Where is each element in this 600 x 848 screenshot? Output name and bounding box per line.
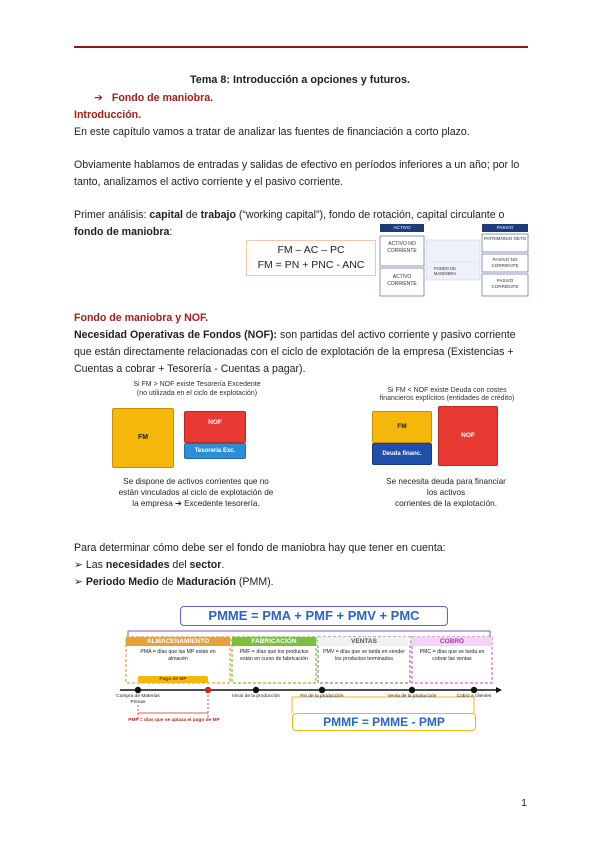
nof-figure-left xyxy=(112,380,282,516)
fm-box-left-label: FM xyxy=(137,434,149,441)
bullet-1-period: . xyxy=(221,559,225,571)
pc-label: PASIVO CORRIENTE xyxy=(491,278,519,289)
bullet-1-term-2: sector xyxy=(189,559,222,571)
bullet-arrow-icon: ➢ xyxy=(74,559,83,571)
phase-text-fabricacion: PMF = días que los productos están en curso de fabricación xyxy=(239,649,309,662)
pnc-label: PASIVO NO CORRIENTE xyxy=(491,257,519,268)
phase-text-cobro: PMC = días que se tarda en cobrar las ventas xyxy=(419,649,485,662)
timeline-point-pago xyxy=(205,687,211,693)
bullet-2-term: Periodo Medio xyxy=(85,576,159,588)
pmm-formula-bottom: PMMF = PMME - PMP xyxy=(292,713,476,731)
right-header-line-1: Si FM < NOF existe Deuda con costes xyxy=(387,387,507,394)
activo-header: ACTIVO xyxy=(393,225,411,230)
first-analysis-rest: (“working capital”), fondo de rotación, capital circulante o xyxy=(235,209,505,221)
fm-label: FONDO DE MANIOBRA xyxy=(433,266,457,276)
pmm-formula-top: PMME = PMA + PMF + PMV + PMC xyxy=(180,606,448,626)
timeline-point-compra xyxy=(135,687,141,693)
tesoreria-box-label: Tesorería Exc. xyxy=(194,448,236,454)
timeline-label-cobro: Cobro a clientes xyxy=(456,694,492,699)
left-header-line-2: (no utilizada en el ciclo de explotación) xyxy=(136,390,258,397)
fm-formula-box xyxy=(246,240,376,276)
timeline-label-compra: Compra de Materias Primas xyxy=(116,694,160,705)
intro-heading: Introducción. xyxy=(74,109,142,121)
doc-title: Tema 8: Introducción a opciones y futuros. xyxy=(190,74,410,86)
arrow-icon: ➔ xyxy=(94,92,103,104)
formula-1: FM – AC – PC xyxy=(277,244,345,256)
intro-paragraph-1: En este capítulo vamos a tratar de analizar las fuentes de financiación a corto plazo. xyxy=(74,126,470,138)
anc-label: ACTIVO NO CORRIENTE xyxy=(387,241,417,254)
first-analysis-line-2 xyxy=(74,224,172,241)
formula-2: FM = PN + PNC - ANC xyxy=(257,259,365,271)
right-caption-line-2: los activos xyxy=(426,488,466,497)
intro-paragraph-2-line-2: tanto, analizamos el activo corriente y el pasivo corriente. xyxy=(74,176,344,188)
pasivo-header: PASIVO xyxy=(496,225,514,230)
left-caption-line-2: están vinculados al ciclo de explotación de xyxy=(118,488,274,497)
timeline-point-inicio xyxy=(253,687,259,693)
phase-label-almacenamiento: ALMACENAMIENTO xyxy=(126,637,230,646)
timeline-point-fin xyxy=(319,687,325,693)
timeline-label-venta: Venta de la producción xyxy=(387,694,437,699)
deuda-box-label: Deuda financ. xyxy=(382,451,422,457)
nof-box-right xyxy=(438,406,498,466)
fm-box-right-label: FM xyxy=(397,423,407,430)
bullet-2-connector: de xyxy=(158,576,177,588)
capital-term: capital xyxy=(149,209,183,221)
nof-figure-right xyxy=(362,386,532,522)
fm-box-right xyxy=(372,411,432,443)
nof-line-1 xyxy=(74,327,544,344)
phase-text-almacenamiento: PMA = días que las MP están en almacén xyxy=(140,649,216,662)
nof-line-2: que están directamente relacionadas con el ciclo de explotación de la empresa (Existencias + xyxy=(74,346,514,358)
nof-heading: Fondo de maniobra y NOF. xyxy=(74,312,209,324)
phase-label-ventas: VENTAS xyxy=(318,637,410,646)
first-analysis-colon: : xyxy=(169,226,173,238)
first-analysis-prefix: Primer análisis: xyxy=(74,209,150,221)
timeline-label-inicio: Inicio de la producción xyxy=(232,694,280,699)
nof-box-right-label: NOF xyxy=(461,432,475,439)
pago-mp-label: Pago de MP xyxy=(159,677,187,682)
timeline-label-fin: Fin de la producción xyxy=(300,694,344,699)
bullet-1 xyxy=(74,557,224,574)
fm-box-left xyxy=(112,408,174,468)
bullet-2 xyxy=(74,574,274,591)
pmp-note: PMP = días que se aplaza el pago de MP xyxy=(128,718,220,723)
nof-line-3: Cuentas a cobrar + Tesorería - Cuentas a pagar). xyxy=(74,363,306,375)
timeline-point-cobro xyxy=(471,687,477,693)
phase-label-fabricacion: FABRICACIÓN xyxy=(232,637,316,646)
nof-box-left xyxy=(184,411,246,443)
bullet-1-prefix: Las xyxy=(85,559,106,571)
timeline-arrow-icon xyxy=(496,687,502,693)
bullet-2-rest: (PMM). xyxy=(235,576,274,588)
intro-paragraph-2-line-1: Obviamente hablamos de entradas y salidas de efectivo en períodos inferiores a un año; por lo xyxy=(74,159,520,171)
left-header-line-1: Si FM > NOF existe Tesorería Excedente xyxy=(133,381,261,388)
left-caption-line-1: Se dispone de activos corrientes que no xyxy=(123,477,269,486)
pn-label: PATRIMONIO NETO xyxy=(483,236,527,241)
nof-box-left-label: NOF xyxy=(208,419,222,426)
determine-line: Para determinar cómo debe ser el fondo de maniobra hay que tener en cuenta: xyxy=(74,542,446,554)
trabajo-term: trabajo xyxy=(200,209,236,221)
header-rule xyxy=(74,46,528,48)
bullet-2-term-2: Maduración xyxy=(176,576,236,588)
bullet-arrow-icon: ➢ xyxy=(74,576,83,588)
phase-text-ventas: PMV = días que se tarda en vender los productos terminados xyxy=(323,649,405,662)
nof-line-1-rest: son partidas del activo corriente y pasivo corriente xyxy=(277,329,516,341)
pmm-diagram xyxy=(118,603,504,739)
bullet-1-term: necesidades xyxy=(105,559,170,571)
first-analysis-connector: de xyxy=(182,209,201,221)
right-caption-line-1: Se necesita deuda para financiar xyxy=(386,477,506,486)
left-caption-line-3: la empresa ➔ Excedente tesorería. xyxy=(132,499,260,508)
fondo-maniobra-term: fondo de maniobra xyxy=(74,226,170,238)
timeline-point-venta xyxy=(409,687,415,693)
phase-label-cobro: COBRO xyxy=(412,637,492,646)
section-title: Fondo de maniobra. xyxy=(111,92,214,104)
ac-label: ACTIVO CORRIENTE xyxy=(387,274,417,287)
section-title-line xyxy=(94,90,213,107)
right-caption-line-3: corrientes de la explotación. xyxy=(395,499,497,508)
bullet-1-connector: del xyxy=(169,559,190,571)
right-header-line-2: financieros explícitos (entidades de crédito) xyxy=(379,395,515,402)
nof-term: Necesidad Operativas de Fondos (NOF): xyxy=(74,329,278,341)
deuda-box xyxy=(372,443,432,465)
tesoreria-box xyxy=(184,443,246,459)
page-number: 1 xyxy=(521,797,527,809)
balance-sheet-figure xyxy=(378,222,530,298)
